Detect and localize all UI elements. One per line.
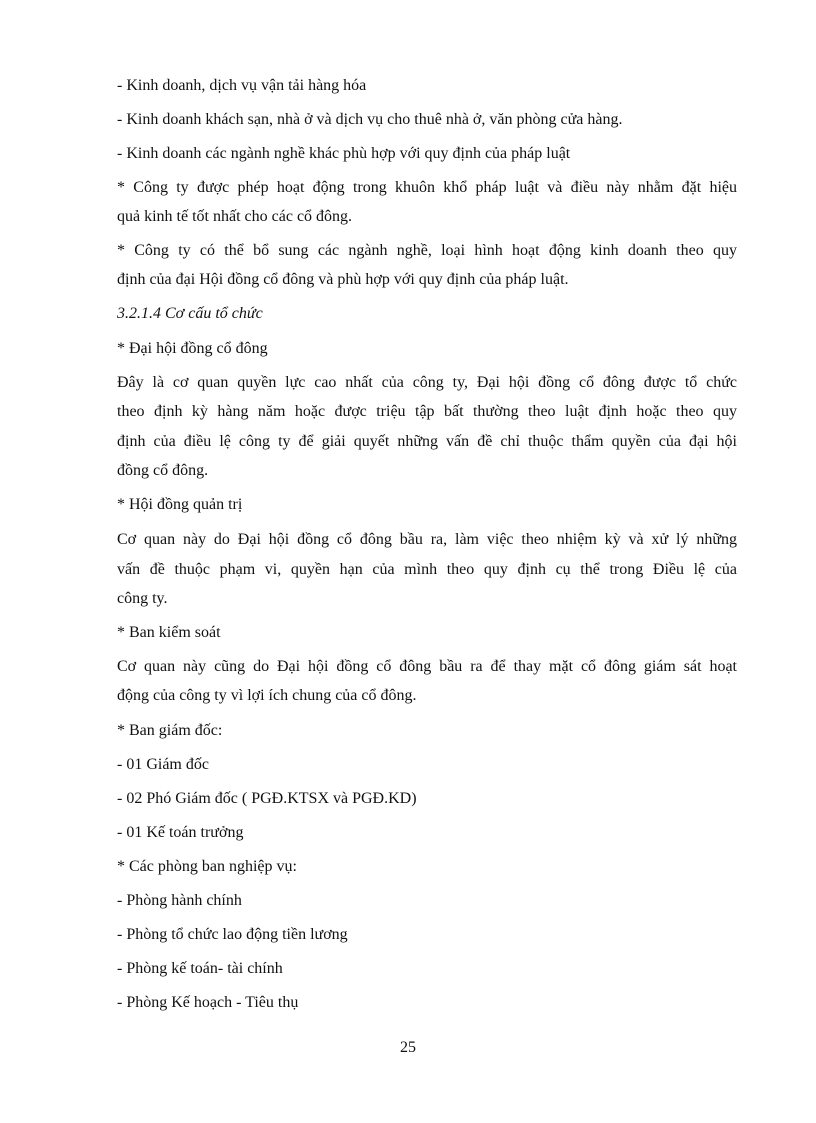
text-line: - 01 Kế toán trưởng bbox=[117, 824, 244, 841]
text-line: - Phòng hành chính bbox=[117, 892, 242, 909]
text-line: * Ban giám đốc: bbox=[117, 722, 223, 739]
text-line: * Công ty được phép hoạt động trong khuôn khổ pháp luật và điều này nhằm đặt hiệu bbox=[117, 179, 737, 196]
text-line: - Phòng tổ chức lao động tiền lương bbox=[117, 926, 348, 943]
text-line: quả kinh tế tốt nhất cho các cổ đông. bbox=[117, 208, 353, 225]
text-line: - 02 Phó Giám đốc ( PGĐ.KTSX và PGĐ.KD) bbox=[117, 790, 417, 807]
text-line: - Kinh doanh các ngành nghề khác phù hợp với quy định của pháp luật bbox=[117, 145, 571, 162]
text-line: vấn đề thuộc phạm vi, quyền hạn của mình theo quy định cụ thể trong Điều lệ của bbox=[117, 561, 737, 578]
text-line: công ty. bbox=[117, 590, 168, 607]
text-line: Cơ quan này cũng do Đại hội đồng cổ đông bầu ra để thay mặt cổ đông giám sát hoạt bbox=[117, 658, 737, 675]
text-line: * Công ty có thể bổ sung các ngành nghề, loại hình hoạt động kinh doanh theo quy bbox=[117, 242, 737, 259]
text-line: định của điều lệ công ty để giải quyết những vấn đề chỉ thuộc thẩm quyền của đại hội bbox=[117, 433, 737, 450]
text-line: * Ban kiểm soát bbox=[117, 624, 221, 641]
text-line: - Phòng kế toán- tài chính bbox=[117, 960, 283, 977]
text-line: - Kinh doanh, dịch vụ vận tải hàng hóa bbox=[117, 77, 367, 94]
text-line: * Đại hội đồng cổ đông bbox=[117, 340, 268, 357]
page-number: 25 bbox=[400, 1039, 416, 1056]
text-line: - 01 Giám đốc bbox=[117, 756, 209, 773]
text-line: định của đại Hội đồng cổ đông và phù hợp với quy định của pháp luật. bbox=[117, 271, 569, 288]
text-line: Đây là cơ quan quyền lực cao nhất của công ty, Đại hội đồng cổ đông được tổ chức bbox=[117, 374, 737, 391]
text-line: * Các phòng ban nghiệp vụ: bbox=[117, 858, 297, 875]
text-line: * Hội đồng quản trị bbox=[117, 496, 243, 513]
text-line: động của công ty vì lợi ích chung của cổ đông. bbox=[117, 687, 417, 704]
text-line: - Phòng Kế hoạch - Tiêu thụ bbox=[117, 994, 299, 1011]
text-line: đồng cổ đông. bbox=[117, 462, 209, 479]
text-line: Cơ quan này do Đại hội đồng cổ đông bầu ra, làm việc theo nhiệm kỳ và xử lý những bbox=[117, 531, 737, 548]
section-heading: 3.2.1.4 Cơ cấu tổ chức bbox=[117, 305, 263, 322]
text-line: - Kinh doanh khách sạn, nhà ở và dịch vụ cho thuê nhà ở, văn phòng cửa hàng. bbox=[117, 111, 623, 128]
text-line: theo định kỳ hàng năm hoặc được triệu tập bất thường theo luật định hoặc theo quy bbox=[117, 403, 737, 420]
